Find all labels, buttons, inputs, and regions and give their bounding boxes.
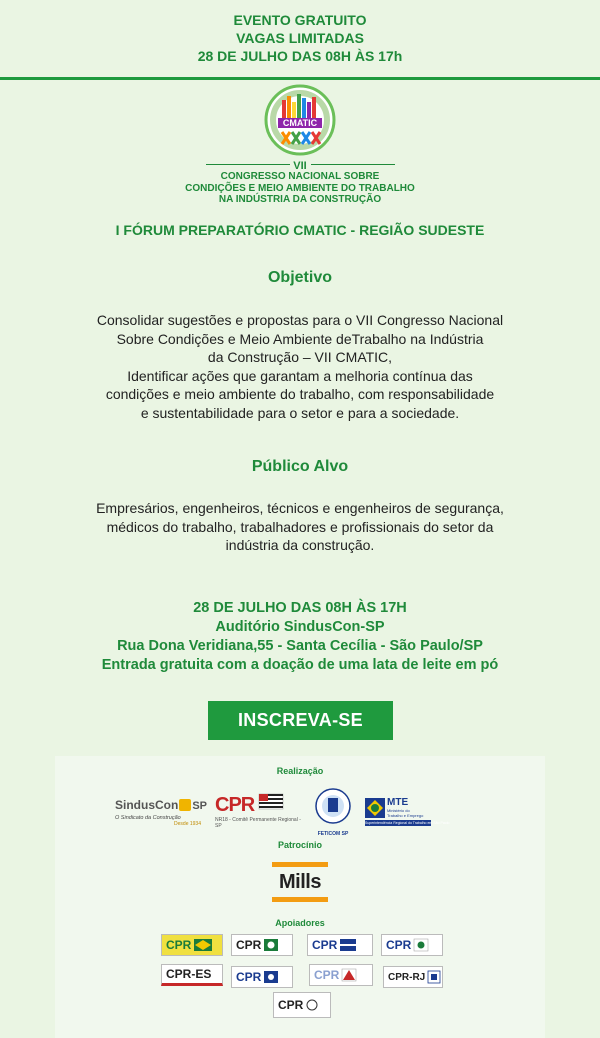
objetivo-text <box>0 311 600 422</box>
event-address: Rua Dona Veridiana,55 - Santa Cecília - São Paulo/SP <box>117 638 483 654</box>
apoiador-cpr-9[interactable] <box>273 992 331 1018</box>
apoiador-cpr-6[interactable] <box>231 966 293 988</box>
register-button[interactable]: INSCREVA-SE <box>208 701 393 740</box>
cmatic-badge-text: CMATIC <box>282 118 318 128</box>
mte-logo[interactable] <box>365 797 450 830</box>
header-line-date: 28 DE JULHO DAS 08H ÀS 17h <box>197 48 403 64</box>
sinduscon-tagline: O Sindicato da Construção <box>115 815 181 821</box>
apoiadores-label: Apoiadores <box>275 918 325 928</box>
event-date: 28 DE JULHO DAS 08H ÀS 17H <box>193 600 407 616</box>
publico-line: indústria da construção. <box>225 537 375 553</box>
apoiador-name: CPR <box>386 938 412 952</box>
logo-text-line2: CONDIÇÕES E MEIO AMBIENTE DO TRABALHO <box>185 182 415 194</box>
logo-congress-text <box>0 171 600 206</box>
state-flag-icon <box>414 939 428 951</box>
apoiador-cpr-1[interactable] <box>161 934 223 956</box>
cmatic-logo <box>0 84 600 205</box>
state-flag-icon <box>264 939 278 951</box>
apoiador-cpr-7[interactable] <box>309 964 373 986</box>
mills-name: Mills <box>279 870 321 893</box>
mte-name: MTE <box>387 797 409 808</box>
feticom-logo[interactable] <box>313 786 353 838</box>
mte-sub1: Ministério do <box>387 808 410 813</box>
state-flag-icon <box>194 939 212 951</box>
realizacao-label: Realização <box>276 766 324 776</box>
cmatic-emblem-icon <box>260 84 340 156</box>
header-divider <box>0 77 600 80</box>
apoiador-name: CPR <box>314 968 340 982</box>
publico-heading: Público Alvo <box>251 458 349 475</box>
objetivo-line: da Construção – VII CMATIC, <box>207 349 393 365</box>
sp-flag-icon <box>259 794 283 809</box>
sponsors-panel <box>55 756 545 1038</box>
mte-sub3: Superintendência Regional do Trabalho em São Paulo <box>365 821 450 825</box>
cpr-sp-subtitle: NR18 - Comitê Permanente Regional - SP <box>215 817 301 829</box>
publico-line: médicos do trabalho, trabalhadores e profissionais do setor da <box>106 518 494 535</box>
state-flag-icon <box>342 969 356 981</box>
header-banner <box>0 0 600 80</box>
objetivo-line: condições e meio ambiente do trabalho, com responsabilidade <box>105 386 495 402</box>
logo-text-line3: NA INDÚSTRIA DA CONSTRUÇÃO <box>218 194 382 205</box>
sinduscon-logo[interactable] <box>115 796 211 830</box>
apoiador-cpr-es[interactable] <box>161 964 223 986</box>
apoiador-name: CPR <box>236 938 262 952</box>
apoiador-cpr-4[interactable] <box>381 934 443 956</box>
forum-title: I FÓRUM PREPARATÓRIO CMATIC - REGIÃO SUDESTE <box>115 222 485 238</box>
sinduscon-name: SindusCon <box>115 798 179 812</box>
objetivo-line: Consolidar sugestões e propostas para o VII Congresso Nacional <box>96 312 504 328</box>
patrocinio-label: Patrocínio <box>277 840 322 850</box>
objetivo-heading: Objetivo <box>267 269 332 286</box>
mte-sub2: Trabalho e Emprego <box>387 813 424 818</box>
objetivo-line: Sobre Condições e Meio Ambiente deTrabalho na Indústria <box>116 330 484 347</box>
cpr-sp-logo[interactable] <box>215 794 305 828</box>
apoiador-name: CPR <box>312 938 338 952</box>
apoiador-cpr-rj[interactable] <box>383 966 443 988</box>
mills-logo[interactable] <box>272 862 328 902</box>
state-flag-icon <box>264 971 278 983</box>
apoiador-name: CPR <box>166 938 192 952</box>
header-line-limited: VAGAS LIMITADAS <box>236 30 364 46</box>
sinduscon-sp: SP <box>192 800 208 812</box>
apoiador-name: CPR <box>236 970 262 984</box>
apoiador-name: CPR-RJ <box>388 971 426 983</box>
mte-emblem-icon <box>365 798 385 818</box>
apoiador-cpr-2[interactable] <box>231 934 293 956</box>
apoiador-name: CPR <box>278 998 304 1012</box>
objetivo-line: Identificar ações que garantam a melhoria contínua das <box>127 367 473 384</box>
seal-icon <box>306 999 318 1011</box>
event-info <box>0 599 600 675</box>
sinduscon-since: Desde 1934 <box>174 821 201 827</box>
apoiador-cpr-3[interactable] <box>307 934 373 956</box>
state-flag-icon <box>428 971 440 983</box>
event-venue: Auditório SindusCon-SP <box>215 619 385 635</box>
logo-text-line1: CONGRESSO NACIONAL SOBRE <box>220 171 380 182</box>
objetivo-line: e sustentabilidade para o setor e para a sociedade. <box>140 404 460 421</box>
feticom-name: FETICOM SP <box>317 831 349 837</box>
event-entry: Entrada gratuita com a doação de uma lata de leite em pó <box>101 657 499 673</box>
apoiador-name: CPR-ES <box>166 967 212 981</box>
cpr-sp-name: CPR <box>215 794 255 816</box>
publico-line: Empresários, engenheiros, técnicos e engenheiros de segurança, <box>96 500 504 516</box>
header-line-free: EVENTO GRATUITO <box>233 12 367 28</box>
feticom-emblem-icon <box>314 786 352 826</box>
state-flag-icon <box>340 939 356 951</box>
publico-text <box>0 499 600 555</box>
logo-numeral: VII <box>293 160 307 172</box>
sinduscon-mark-icon <box>179 799 191 811</box>
